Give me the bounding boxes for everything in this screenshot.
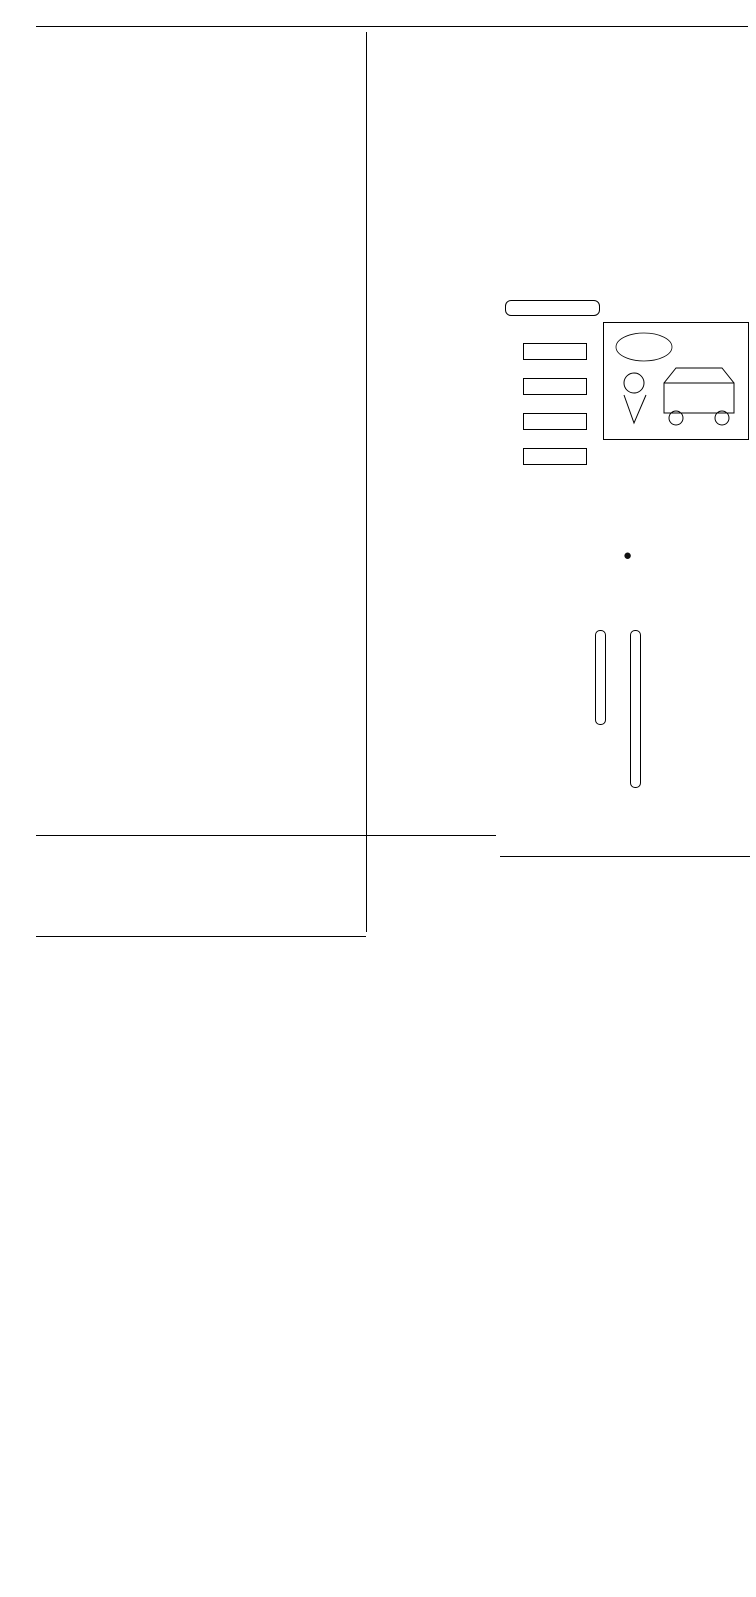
cryptoquote-instructions xyxy=(38,844,96,871)
word-sleuth xyxy=(505,535,750,855)
commuter-solution-grid xyxy=(200,1178,355,1328)
jumble-cartoon xyxy=(603,322,749,440)
jumble-puzzle xyxy=(505,300,750,510)
sleuth-solution-grid xyxy=(398,1097,468,1247)
sudoku-solution-grid xyxy=(388,985,478,1075)
sheffer-solution-grid xyxy=(560,1168,690,1298)
jumble-word xyxy=(523,413,587,430)
top-rule xyxy=(36,26,748,27)
jumble-word xyxy=(523,378,587,395)
sheffer-grid xyxy=(500,1309,750,1533)
divider xyxy=(36,835,496,836)
cryptoquote xyxy=(38,838,366,928)
jumble-word xyxy=(523,343,587,360)
jumble-word xyxy=(523,448,587,465)
answer-boxes xyxy=(537,486,747,506)
divider xyxy=(36,936,366,937)
divider xyxy=(500,856,750,857)
jumble-logo xyxy=(505,300,600,316)
sleuth-circled-word xyxy=(595,630,606,725)
sleuth-circled-word xyxy=(630,630,641,788)
sleuth-subtitle: ● xyxy=(623,547,633,564)
sudoku-instructions xyxy=(706,76,754,87)
solutions-box xyxy=(373,955,493,1535)
advice-column xyxy=(38,122,360,742)
column-divider xyxy=(366,32,367,932)
horoscope xyxy=(373,300,493,945)
cartoon-icon xyxy=(604,323,750,441)
sudoku-grid xyxy=(400,32,648,282)
commuter-grid xyxy=(126,962,358,1154)
